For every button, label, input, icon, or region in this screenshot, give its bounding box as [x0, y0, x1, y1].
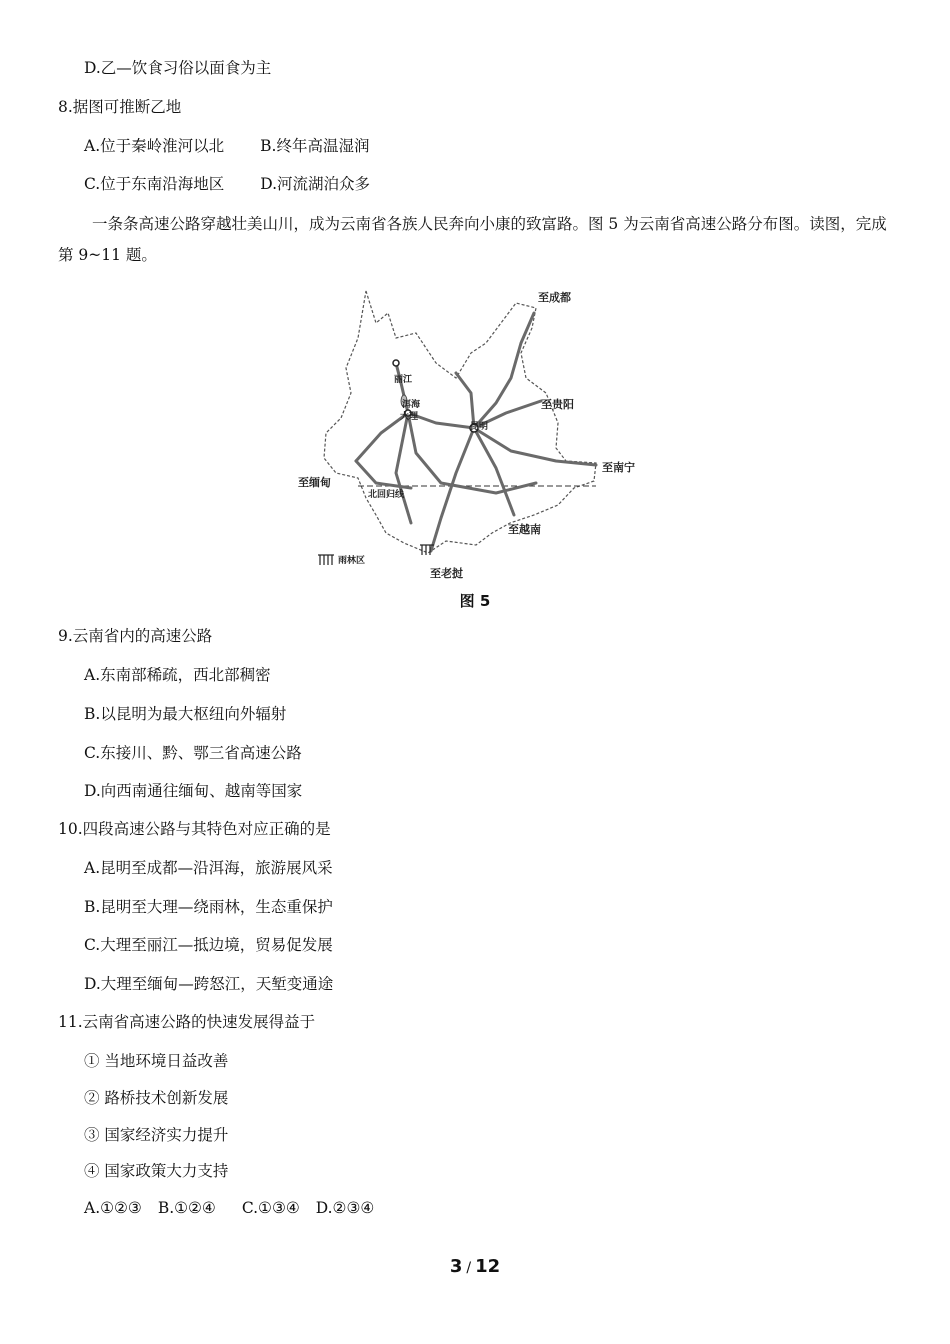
rainforest-icon: [318, 555, 334, 565]
q11-item-3: ③ 国家经济实力提升: [84, 1126, 229, 1144]
q10-option-b: B.昆明至大理—绕雨林，生态重保护: [84, 898, 333, 916]
q11-item-4: ④ 国家政策大力支持: [84, 1162, 229, 1180]
page-separator: /: [466, 1260, 472, 1276]
label-nanning: 至南宁: [602, 461, 635, 474]
q11-option-a: A.①②③: [84, 1199, 142, 1217]
yunnan-highway-map: [296, 283, 656, 583]
q9-option-a: A.东南部稀疏，西北部稠密: [84, 666, 271, 684]
q11-option-c: C.①③④: [241, 1199, 300, 1217]
q10-option-d: D.大理至缅甸—跨怒江，天堑变通途: [84, 975, 334, 993]
map-svg: [296, 283, 656, 583]
q8-option-c: C.位于东南沿海地区: [84, 175, 225, 193]
question-8-options-row2: [84, 174, 370, 194]
question-10-stem: 10.四段高速公路与其特色对应正确的是: [58, 820, 331, 838]
label-dali: 大理: [400, 412, 419, 422]
label-vietnam: 至越南: [508, 523, 541, 536]
question-8-options-row1: [84, 136, 369, 156]
q11-options-row: [84, 1198, 374, 1218]
label-kunming: 昆明: [470, 422, 489, 432]
label-guiyang: 至贵阳: [541, 398, 574, 411]
q8-option-d: D.河流湖泊众多: [260, 175, 371, 193]
question-11-stem: 11.云南省高速公路的快速发展得益于: [58, 1013, 316, 1031]
province-border: [324, 291, 596, 553]
label-lijiang: 丽江: [394, 375, 413, 385]
page-total: 12: [475, 1256, 501, 1277]
label-rainforest: 雨林区: [338, 556, 366, 566]
label-chengdu: 至成都: [538, 291, 571, 304]
label-erhai: 洱海: [402, 400, 421, 410]
q9-option-d: D.向西南通往缅甸、越南等国家: [84, 782, 303, 800]
q9-option-c: C.东接川、黔、鄂三省高速公路: [84, 744, 302, 762]
prev-option-d: D.乙—饮食习俗以面食为主: [84, 59, 272, 77]
q9-option-b: B.以昆明为最大枢纽向外辐射: [84, 705, 287, 723]
q11-option-d: D.②③④: [315, 1199, 375, 1217]
label-laos: 至老挝: [430, 567, 463, 580]
figure-caption: 图 5: [459, 592, 491, 610]
question-9-stem: 9.云南省内的高速公路: [58, 627, 213, 645]
q8-option-a: A.位于秦岭淮河以北: [84, 137, 225, 155]
question-8-stem: 8.据图可推断乙地: [58, 98, 182, 116]
label-myanmar: 至缅甸: [298, 476, 331, 489]
q8-option-b: B.终年高温湿润: [260, 137, 370, 155]
q11-item-1: ① 当地环境日益改善: [84, 1052, 229, 1070]
label-tropic: 北回归线: [368, 490, 405, 500]
q10-option-c: C.大理至丽江—抵边境，贸易促发展: [84, 936, 333, 954]
q11-item-2: ② 路桥技术创新发展: [84, 1089, 229, 1107]
page-current: 3: [449, 1256, 463, 1277]
intro-paragraph: 一条条高速公路穿越壮美山川，成为云南省各族人民奔向小康的致富路。图 5 为云南省高速公路分布图。读图，完成第 9~11 题。: [58, 215, 887, 264]
lijiang-marker: [393, 360, 399, 366]
q11-option-b: B.①②④: [157, 1199, 216, 1217]
q10-option-a: A.昆明至成都—沿洱海，旅游展风采: [84, 859, 333, 877]
page-number: [0, 1256, 950, 1277]
